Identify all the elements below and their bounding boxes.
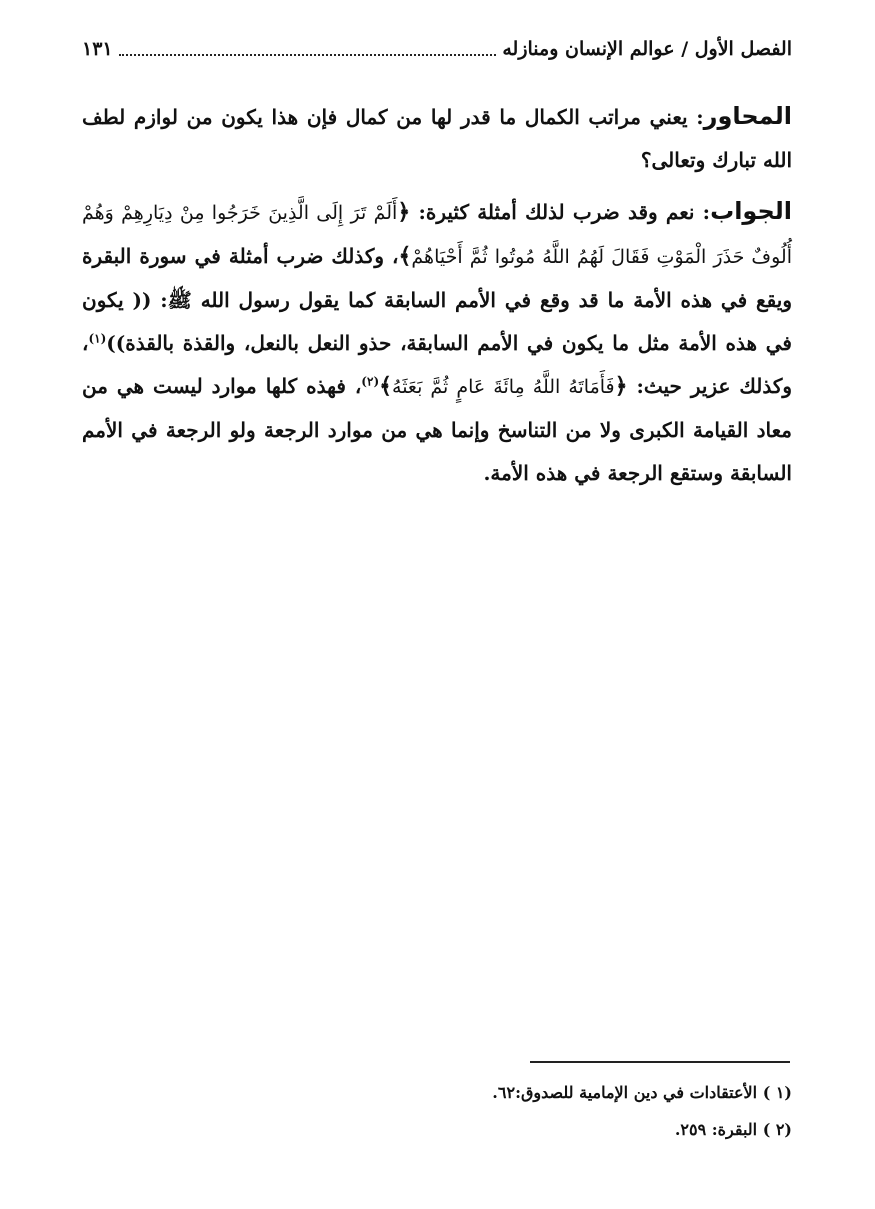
- footnote-ref[interactable]: (٢): [361, 374, 380, 389]
- footnote-ref[interactable]: (١): [88, 331, 107, 346]
- answer-text: ، وكذلك عزير حيث:: [82, 331, 792, 398]
- page-number: ١٣١: [82, 38, 113, 60]
- quran-verse: أَلَمْ تَرَ إِلَى الَّذِينَ خَرَجُوا مِنْ دِيَارِهِمْ وَهُمْ أُلُوفٌ حَذَرَ الْمَوْتِ فَقَالَ لَهُمُ اللَّهُ مُوتُوا ثُمَّ أَحْيَاهُمْ: [82, 202, 792, 268]
- chapter-title: الفصل الأول / عوالم الإنسان ومنازله: [502, 38, 792, 60]
- answer-text: ، وكذلك ضرب أمثلة في سورة البقرة ويقع في هذه الأمة ما قد وقع في الأمم السابقة كما يقول رسول الله ﷺ: (( يكون في هذه الأمة مثل ما يكون في الأمم السابقة، حذو النعل بالنعل، والقذة بالقذة)): [82, 244, 792, 355]
- running-header: [82, 32, 792, 66]
- quran-bracket-close: ﴾: [379, 373, 393, 399]
- paragraph-interlocutor: [82, 95, 792, 182]
- footnote-separator: [530, 1061, 790, 1063]
- answer-text: ، فهذه كلها موارد ليست هي من معاد القيامة الكبرى ولا من التناسخ وإنما هي من موارد الرجعة ولو الرجعة في الأمم السابقة وستقع الرجعة في هذه الأمة.: [82, 374, 792, 485]
- quran-verse: فَأَمَاتَهُ اللَّهُ مِائَةَ عَامٍ ثُمَّ بَعَثَهُ: [392, 376, 615, 398]
- paragraph-answer: [82, 190, 792, 495]
- speaker-label-answer: الجواب: [710, 197, 793, 225]
- quran-bracket-close: ﴾: [398, 243, 412, 269]
- quran-bracket-open: ﴿: [614, 373, 628, 399]
- speaker-label-interlocutor: المحاور: [703, 102, 792, 130]
- main-text: [82, 95, 792, 503]
- footnote: (١ ) الأعتقادات في دين الإمامية للصدوق:٦٢.: [492, 1083, 792, 1102]
- footnote: (٢ ) البقرة: ٢٥٩.: [674, 1120, 792, 1139]
- footnotes: [82, 1074, 792, 1148]
- paragraph-text: : يعني مراتب الكمال ما قدر لها من كمال فإن هذا يكون من لوازم لطف الله تبارك وتعالى؟: [82, 105, 792, 172]
- answer-intro: : نعم وقد ضرب لذلك أمثلة كثيرة:: [410, 200, 711, 224]
- dot-leader: [119, 54, 497, 56]
- quran-bracket-open: ﴿: [397, 199, 411, 225]
